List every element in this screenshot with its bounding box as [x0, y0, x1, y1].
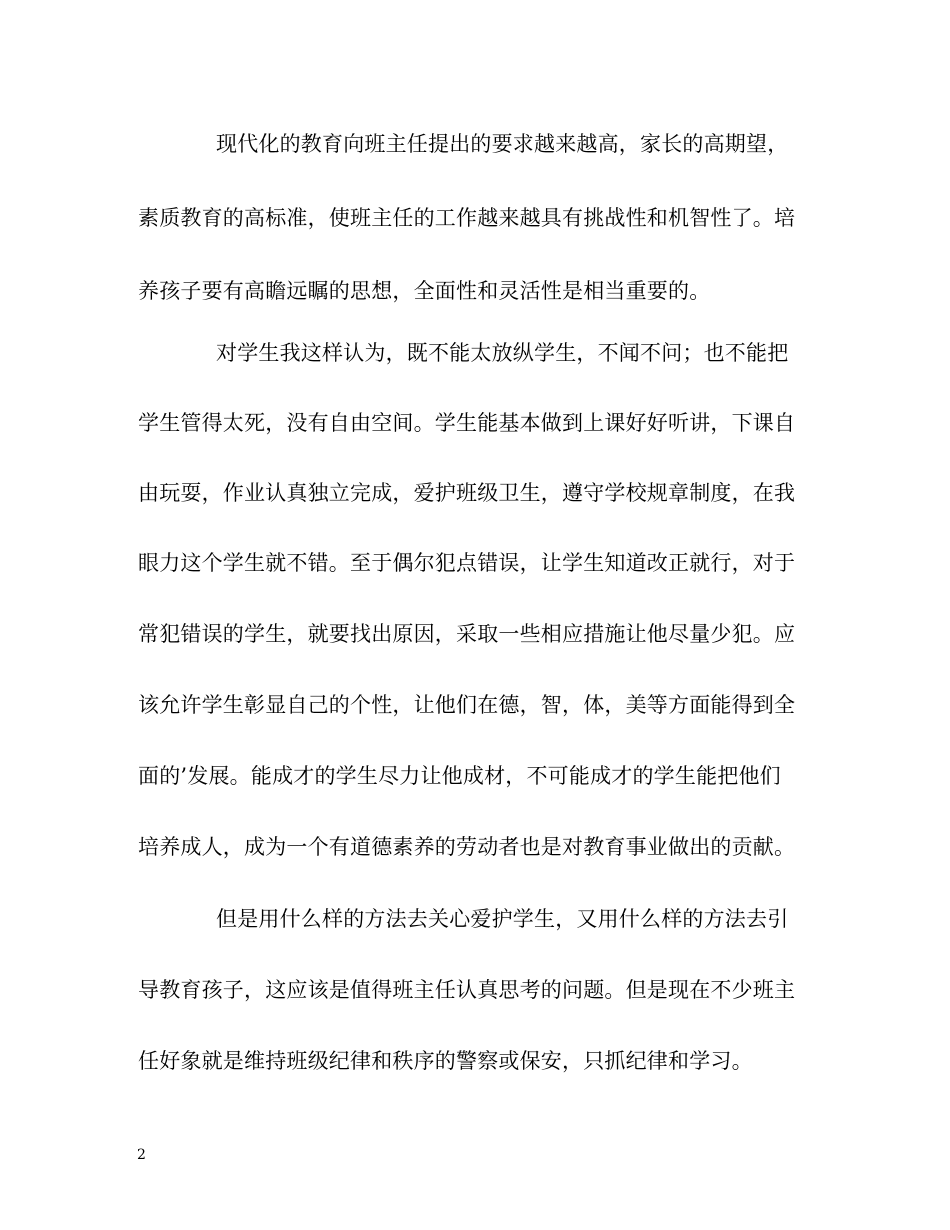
paragraph-1-line-2: 素质教育的高标准，使班主任的工作越来越具有挑战性和机智性了。培	[138, 206, 796, 230]
paragraph-3-line-2: 导教育孩子，这应该是值得班主任认真思考的问题。但是现在不少班主	[138, 978, 796, 1002]
paragraph-2-line-1: 对学生我这样认为，既不能太放纵学生，不闻不问；也不能把	[216, 341, 789, 365]
paragraph-3-line-3: 任好象就是维持班级纪律和秩序的警察或保安，只抓纪律和学习。	[138, 1049, 753, 1073]
paragraph-1-line-1: 现代化的教育向班主任提出的要求越来越高，家长的高期望，	[216, 132, 789, 156]
paragraph-2-line-7: 面的’发展。能成才的学生尽力让他成材，不可能成才的学生能把他们	[138, 764, 781, 788]
paragraph-2-line-8: 培养成人，成为一个有道德素养的劳动者也是对教育事业做出的贡献。	[138, 835, 796, 859]
paragraph-2-line-4: 眼力这个学生就不错。至于偶尔犯点错误，让学生知道改正就行，对于	[138, 551, 796, 575]
paragraph-2-line-3: 由玩耍，作业认真独立完成，爱护班级卫生，遵守学校规章制度，在我	[138, 481, 796, 505]
paragraph-2-line-5: 常犯错误的学生，就要找出原因，采取一些相应措施让他尽量少犯。应	[138, 622, 796, 646]
paragraph-2-line-6: 该允许学生彰显自己的个性，让他们在德，智，体，美等方面能得到全	[138, 693, 796, 717]
paragraph-3-line-1: 但是用什么样的方法去关心爱护学生，又用什么样的方法去引	[216, 907, 789, 931]
paragraph-1-line-3: 养孩子要有高瞻远瞩的思想，全面性和灵活性是相当重要的。	[138, 279, 711, 303]
paragraph-2-line-2: 学生管得太死，没有自由空间。学生能基本做到上课好好听讲，下课自	[138, 411, 796, 435]
page-number: 2	[137, 1147, 146, 1163]
